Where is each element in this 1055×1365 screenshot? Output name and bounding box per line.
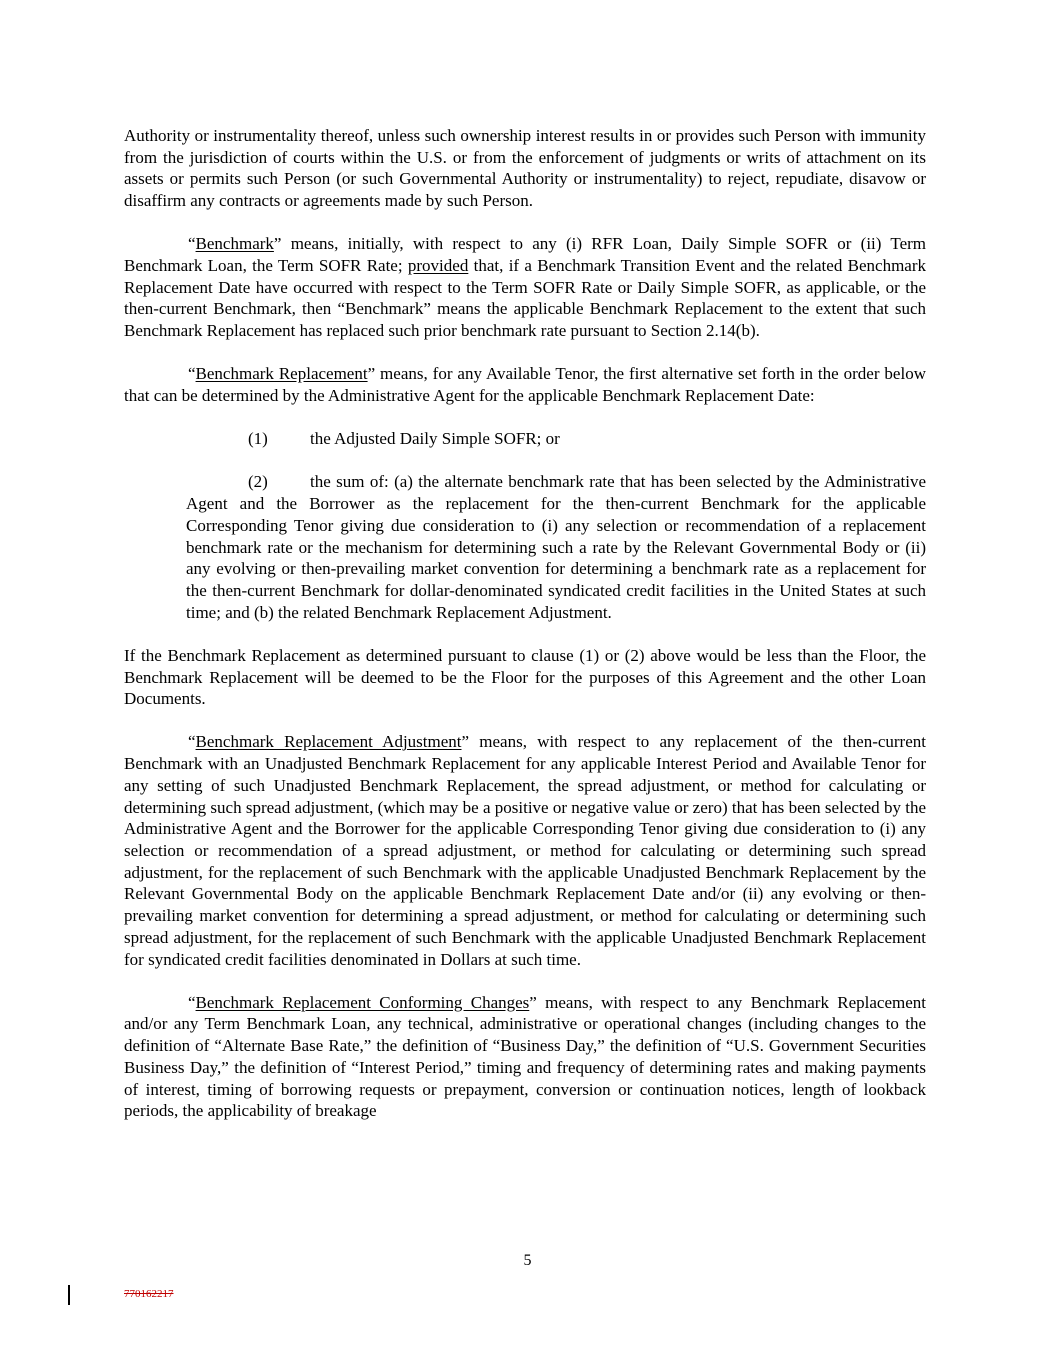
defined-term-benchmark-replacement-adjustment: Benchmark Replacement Adjustment xyxy=(195,732,462,752)
definition-text: ” means, with respect to any Benchmark Replacement and/or any Term Benchmark Loan, any technical, administrative or operational changes (including changes to the definition of “Alternate Base Rate,” the definition of “Business Day,” the definition of “U.S. Government Securities Business Day,” the definition of “Interest Period,” timing and frequency of determining rates and making payments of interest, timing of borrowing requests or prepayment, conversion or continuation notices, length of lookback periods, the applicability of breakage xyxy=(124,992,927,1121)
defined-term-benchmark: Benchmark xyxy=(195,234,274,254)
definition-benchmark xyxy=(124,233,926,342)
definition-benchmark-replacement xyxy=(124,363,926,406)
defined-term-benchmark-replacement: Benchmark Replacement xyxy=(195,364,368,384)
clause-text: the sum of: (a) the alternate benchmark rate that has been selected by the Administrative Agent and the Borrower as the replacement for the then-current Benchmark for the applicable Corresponding Tenor giving due consideration to (i) any selection or recommendation of a replacement benchmark rate or the mechanism for determining such a rate by the Relevant Governmental Body or (ii) any evolving or then-prevailing market convention for determining a benchmark rate as a replacement for the then-current Benchmark for dollar-denominated syndicated credit facilities in the United States at such time; and (b) the related Benchmark Replacement Adjustment. xyxy=(186,472,926,622)
paragraph-floor: If the Benchmark Replacement as determined pursuant to clause (1) or (2) above would be less than the Floor, the Benchmark Replacement will be deemed to be the Floor for the purposes of this Agreement and the other Loan Documents. xyxy=(124,645,926,709)
defined-term-benchmark-replacement-conforming-changes: Benchmark Replacement Conforming Changes xyxy=(195,992,530,1012)
provided-term: provided xyxy=(407,256,469,276)
definition-text: ” means, with respect to any replacement of the then-current Benchmark with an Unadjusted Benchmark Replacement for any applicable Interest Period and Available Tenor for any setting of such Unadjusted Benchmark Replacement, the spread adjustment, or method for calculating or determining such spread adjustment, (which may be a positive or negative value or zero) that has been selected by the Administrative Agent and the Borrower for the applicable Corresponding Tenor giving due consideration to (i) any selection or recommendation of a spread adjustment, or method for calculating or determining such spread adjustment, for the replacement of such Benchmark with the applicable Unadjusted Benchmark Replacement by the Relevant Governmental Body on the applicable Benchmark Replacement Date and/or (ii) any evolving or then-prevailing market convention for determining a spread adjustment, or method for calculating or determining such spread adjustment, for the replacement of such Benchmark with the applicable Unadjusted Benchmark Replacement for syndicated credit facilities denominated in Dollars at such time. xyxy=(124,732,926,969)
definition-text: ” means, for any Available Tenor, the first alternative set forth in the order below that can be determined by the Administrative Agent for the applicable Benchmark Replacement Date: xyxy=(124,364,926,406)
clause-2 xyxy=(186,471,926,623)
page-number: 5 xyxy=(523,1252,532,1269)
open-quote: “ xyxy=(188,364,196,384)
clause-text: the Adjusted Daily Simple SOFR; or xyxy=(310,429,560,449)
document-id: 770162217 xyxy=(124,1288,174,1300)
clause-number: (2) xyxy=(248,472,268,492)
open-quote: “ xyxy=(188,732,196,752)
definition-text-continued: that, if a Benchmark Transition Event and the related Benchmark Replacement Date have occurred with respect to the Term SOFR Rate or Daily Simple SOFR, as applicable, or the then-current Benchmark, then “Benchmark” means the applicable Benchmark Replacement to the extent that such Benchmark Replacement has replaced such prior benchmark rate pursuant to Section 2.14(b). xyxy=(124,256,926,341)
definition-benchmark-replacement-conforming-changes xyxy=(124,992,926,1122)
open-quote: “ xyxy=(188,234,196,254)
document-page xyxy=(124,125,926,1143)
definition-text: ” means, initially, with respect to any (i) RFR Loan, Daily Simple SOFR or (ii) Term Benchmark Loan, the Term SOFR Rate; xyxy=(124,234,926,276)
paragraph-authority-continuation: Authority or instrumentality thereof, unless such ownership interest results in or provides such Person with immunity from the jurisdiction of courts within the U.S. or from the enforcement of judgments or writs of attachment on its assets or permits such Person (or such Governmental Authority or instrumentality) to reject, repudiate, disavow or disaffirm any contracts or agreements made by such Person. xyxy=(124,126,926,211)
clause-number: (1) xyxy=(248,429,268,449)
change-bar xyxy=(68,1285,70,1305)
clause-1 xyxy=(248,428,926,450)
definition-benchmark-replacement-adjustment xyxy=(124,731,926,970)
open-quote: “ xyxy=(188,992,196,1012)
